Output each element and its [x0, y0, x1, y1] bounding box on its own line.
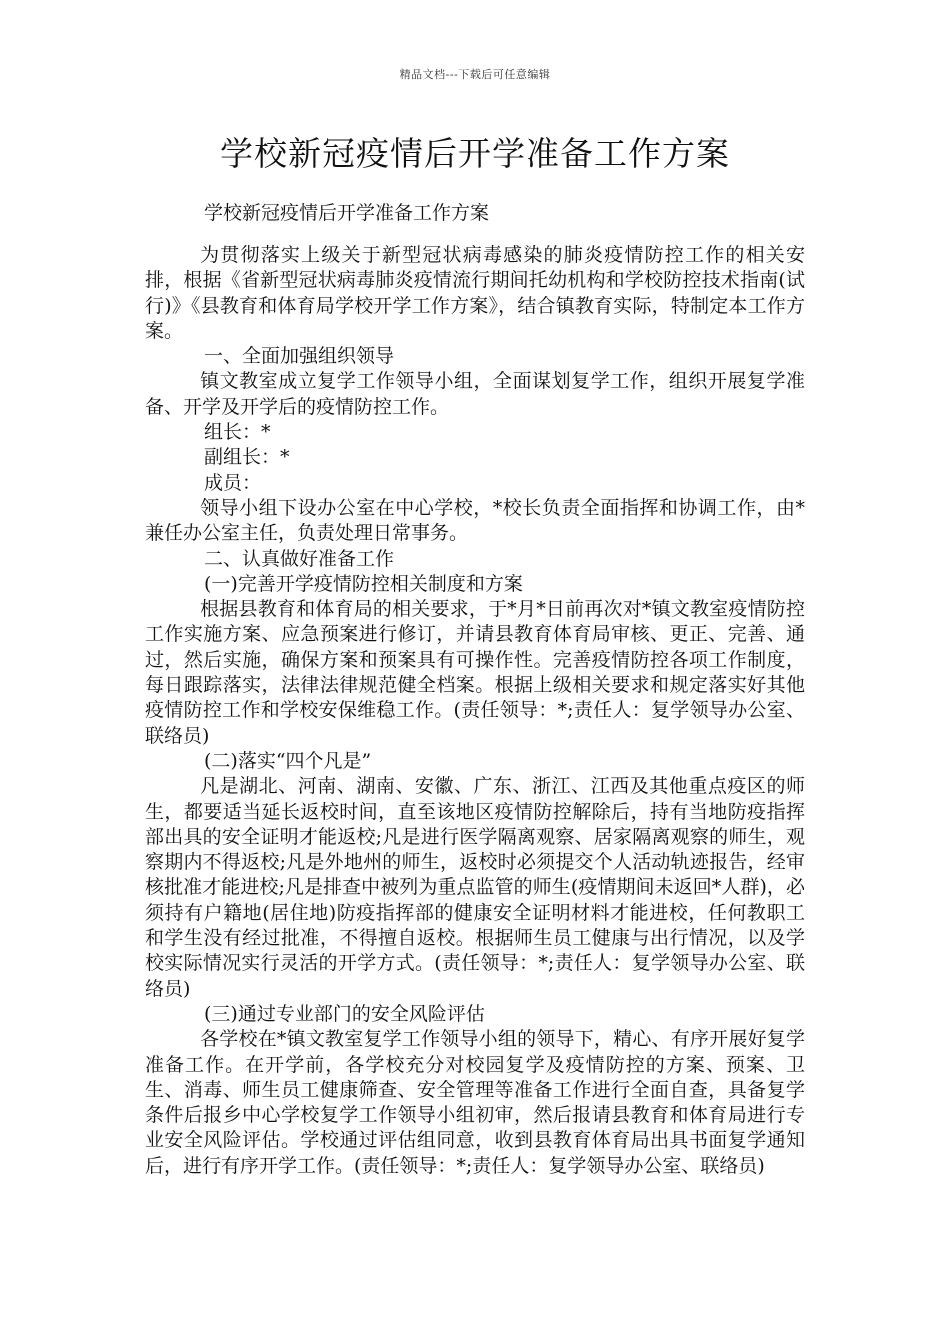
- paragraph-plan-revision: 根据县教育和体育局的相关要求，于*月*日前再次对*镇文教室疫情防控工作实施方案、应急预案进行修订，并请县教育体育局审核、更正、完善、通过，然后实施，确保方案和预案具有可操作性。完善疫情防控各项工作制度，每日跟踪落实，法律法律规范健全档案。根据上级相关要求和规定落实好其他疫情防控工作和学校安保维稳工作。(责任领导：*;责任人：复学领导办公室、联络员): [145, 598, 805, 747]
- subsection-heading-2: (二)落实“四个凡是”: [204, 749, 372, 772]
- subsection-heading-3: (三)通过专业部门的安全风险评估: [204, 1002, 485, 1025]
- document-title: 学校新冠疫情后开学准备工作方案: [220, 134, 730, 173]
- document-body: [145, 243, 805, 1179]
- members-line: 成员：: [204, 471, 262, 494]
- paragraph-four-rules: 凡是湖北、河南、湖南、安徽、广东、浙江、江西及其他重点疫区的师生，都要适当延长返校时间，直至该地区疫情防控解除后，持有当地防疫指挥部出具的安全证明才能返校;凡是进行医学隔离观察、居家隔离观察的师生，观察期内不得返校;凡是外地州的师生，返校时必须提交个人活动轨迹报告，经审核批准才能进校;凡是排查中被列为重点监管的师生(疫情期间未返回*人群)，必须持有户籍地(居住地)防疫指挥部的健康安全证明材料才能进校，任何教职工和学生没有经过批准，不得擅自返校。根据师生员工健康与出行情况，以及学校实际情况实行灵活的开学方式。(责任领导：*;责任人：复学领导办公室、联络员): [145, 775, 805, 1000]
- section-heading-2: 二、认真做好准备工作: [204, 547, 395, 570]
- deputy-leader-line: 副组长：*: [204, 446, 290, 469]
- team-leader-line: 组长：*: [204, 421, 271, 444]
- subsection-heading-1: (一)完善开学疫情防控相关制度和方案: [204, 572, 523, 595]
- document-subtitle: 学校新冠疫情后开学准备工作方案: [204, 202, 490, 224]
- paragraph-risk-assessment: 各学校在*镇文教室复学工作领导小组的领导下，精心、有序开展好复学准备工作。在开学前，各学校充分对校园复学及疫情防控的方案、预案、卫生、消毒、师生员工健康筛查、安全管理等准备工作进行全面自查，具备复学条件后报乡中心学校复学工作领导小组初审，然后报请县教育和体育局进行专业安全风险评估。学校通过评估组同意，收到县教育体育局出具书面复学通知后，进行有序开学工作。(责任领导：*;责任人：复学领导办公室、联络员): [145, 1028, 805, 1177]
- section-heading-1: 一、全面加强组织领导: [204, 345, 395, 368]
- paragraph-leadership-group: 镇文教室成立复学工作领导小组，全面谋划复学工作，组织开展复学准备、开学及开学后的疫情防控工作。: [145, 370, 805, 418]
- header-note: 精品文档---下载后可任意编辑: [399, 68, 551, 81]
- paragraph-intro: 为贯彻落实上级关于新型冠状病毒感染的肺炎疫情防控工作的相关安排，根据《省新型冠状病毒肺炎疫情流行期间托幼机构和学校防控技术指南(试行)》《县教育和体育局学校开学工作方案》，结合镇教育实际，特制定本工作方案。: [145, 244, 805, 342]
- paragraph-office: 领导小组下设办公室在中心学校，*校长负责全面指挥和协调工作，由*兼任办公室主任，负责处理日常事务。: [145, 496, 805, 545]
